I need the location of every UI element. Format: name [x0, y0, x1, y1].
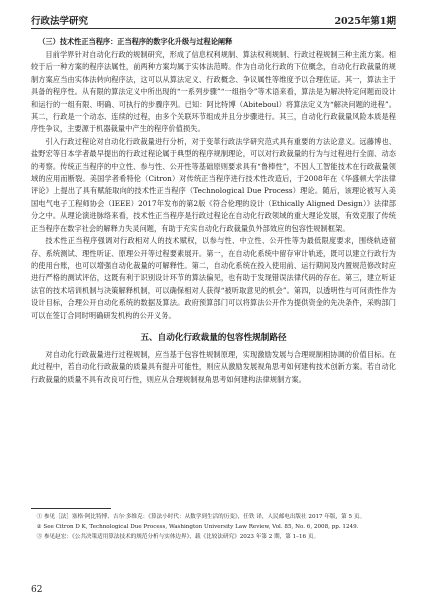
paragraph-3: 技术性正当程序强调对行政相对人的技术赋权，以参与性、中立性、公开性等为最低限度要求，围绕轨迹留存、系统测试、理性听证、原理公开等过程要素展开。第一，在自动化系统中留存审计轨迹，既可以建立行政行为的使用台账，也可以增强自动化裁量的可解释性。第二，自动化系统在投入使用前、运行期间及内置规范修改时应进行严格的测试评估，这既有利于识别设计环节的算法偏见，也有助于发现错误法律代码的存在。第三，建立听证法官的技术培训机制与决策解释机制，可以确保相对人获得“被听取意见的机会”。第四，以透明性与可问责性作为设计目标，合理公开自动化系统的数据及算法。政府预算部门可以将算法公开作为提供资金的先决条件，采购部门可以在签订合同时明确研发机构的公开义务。 [31, 236, 396, 320]
footnote-3: ③ 参见赵宏：《公共决策适用算法技术的规范分析与实体边界》，载《比较法研究》2023 年第 2 期，第 1–16 页。 [36, 534, 320, 540]
running-header [31, 13, 396, 27]
page-number: 62 [31, 585, 43, 595]
header-rule [31, 28, 396, 29]
issue-label: 2025年第1期 [334, 16, 396, 27]
article-body [31, 34, 396, 386]
journal-title: 行政法学研究 [31, 16, 89, 27]
footnote-rule [31, 508, 111, 509]
subsection-heading: （三）技术性正当程序：正当程序的数字化升级与过程论阐释 [38, 37, 233, 46]
footnote-2: ② See Citron D K, Technological Due Process, Washington University Law Review, Vol. 85, No. 6, 2008, pp. 1249. [36, 524, 359, 530]
footnote-1: ① 参见［法］塞格·阿比特博、吉尔·多维克：《算法小时代：从数学到生活的历变》，任铁 译，人民邮电出版社 2017 年版，第 5 页。 [36, 514, 366, 520]
paragraph-1: 目前学界针对自动化行政的规制研究，形成了信息权利规制、算法权利规制、行政过程规制三种主流方案。相较于后一种方案的程序法属性，前两种方案均属于实体法范畴。作为自动化行政的下位概念，自动化行政裁量的规制方案应当由实体法转向程序法，这可以从算法定义、行政概念、争议属性等维度予以合理佐证。其一，算法主于具备的程序性。从有限的算法定义中所出现的“一系列步骤”“一组指令”等术语来看，算法是为解决特定问题而设计和运行的一组有限、明确、可执行的步骤序列。已知：阿比特博（Abiteboul）将算法定义为“解决问题的进程”。其二，行政是一个动态、连续的过程，由多个关联环节组成并且分步骤进行。其三，自动化行政裁量风险本质是程序性争议，主要源于机器裁量中产生的程序价值损失。 [31, 50, 396, 134]
footnotes [31, 512, 396, 542]
section-heading: 五、自动化行政裁量的包容性规制路径 [140, 332, 287, 343]
paragraph-4: 对自动化行政裁量进行过程规制，应当基于包容性规制原理，实现激励发展与合理规制相协调的价值目标。在此过程中，若自动化行政裁量的质量具有提升可能性，则应从激励发展视角思考如何建构技术创新方案。若自动化行政裁量的质量不具有改良可行性，则应从合理规制视角思考如何建构法律规制方案。 [31, 349, 396, 384]
paragraph-2: 引入行政过程论对自动化行政裁量进行分析，对于变革行政法学研究范式具有重要的方法论意义。远藤博也、盐野宏等日本学者最早提出的行政过程论属于典型的程序规制理论，可以对行政裁量的行为与过程进行全面、动态的考察。传统正当程序的中立性、参与性、公开性等基础原则要求具有“鲁棒性”，不因人工智能技术在行政裁量领域的应用而断裂。美国学者希特伦（Citron）对传统正当程序进行技术性改造后，于2008年在《华盛顿大学法律评论》上提出了具有赋能取向的技术性正当程序（Technological Due Process）理论。随后，该理论被写入美国电气电子工程师协会（IEEE）2017年发布的第2版《符合伦理的设计（Ethically Aligned Design）》法律部分之中。从理论演进脉络来看，技术性正当程序是行政过程论在自动化行政领域的重大理论发展，有效克服了传统正当程序在数字社会的解释力失灵问题，有助于充实自动化行政裁量负外部效应的包容性规制框架。 [31, 136, 396, 233]
